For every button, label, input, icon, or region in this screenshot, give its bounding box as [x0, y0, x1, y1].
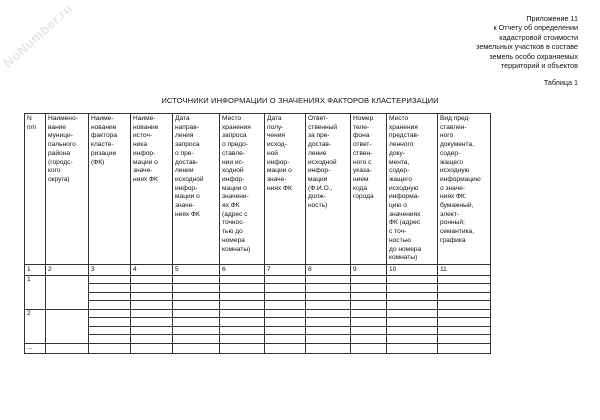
table-cell: [351, 335, 387, 344]
table-cell: [265, 284, 306, 293]
table-cell: [220, 335, 265, 344]
table-row: [25, 292, 491, 301]
table-cell: [89, 301, 131, 310]
table-cell: [438, 326, 491, 335]
watermark: NoNumber.ru: [0, 0, 76, 71]
appendix-line: к Отчету об определении: [493, 23, 578, 33]
table-cell: [131, 326, 173, 335]
appendix-line: земельных участков в составе: [476, 42, 578, 52]
column-number: 11: [438, 264, 491, 275]
table-cell: [387, 335, 438, 344]
table-cell: [173, 292, 220, 301]
table-cell: [265, 318, 306, 327]
table-cell: [220, 326, 265, 335]
table-cell: [131, 292, 173, 301]
table-cell: [306, 301, 351, 310]
column-number: 2: [46, 264, 89, 275]
table-cell: [351, 301, 387, 310]
header-row: [25, 114, 491, 265]
table-cell: [387, 292, 438, 301]
column-number: 3: [89, 264, 131, 275]
column-number: 5: [173, 264, 220, 275]
column-header: Дата направ- ления запроса о пре- достав- лении исходной инфор- мации о значе- ниях ФК: [173, 114, 220, 265]
table-cell: [387, 318, 438, 327]
appendix-line: территорий и объектов: [500, 61, 578, 71]
table-cell: [351, 326, 387, 335]
table-row: [25, 318, 491, 327]
table-cell: [220, 343, 265, 353]
table-cell: [351, 275, 387, 284]
table-cell: [387, 275, 438, 284]
table-cell: [306, 335, 351, 344]
table-cell: [220, 275, 265, 284]
table-row: [25, 326, 491, 335]
table-cell: [173, 326, 220, 335]
table-label: Таблица 1: [543, 78, 578, 87]
table-cell: [387, 301, 438, 310]
table-row: [25, 335, 491, 344]
table-cell: [89, 343, 131, 353]
sources-table: [24, 113, 491, 354]
row-number: 2: [25, 309, 46, 343]
table-cell: [131, 275, 173, 284]
table-row: [25, 275, 491, 284]
table-row: [25, 284, 491, 293]
table-cell: [131, 343, 173, 353]
appendix-line: земель особо охраняемых: [489, 51, 578, 61]
column-header: Наиме- нование источ- ника инфор- мации о значе- ниях ФК: [131, 114, 173, 265]
table-cell: [306, 318, 351, 327]
table-cell: [220, 318, 265, 327]
table-cell: [265, 275, 306, 284]
table-cell: [438, 275, 491, 284]
column-header: Номер теле- фона ответ- ствен- ного с указа- нием кода города: [351, 114, 387, 265]
table-cell: [173, 343, 220, 353]
table-cell: [438, 335, 491, 344]
table-cell: [438, 292, 491, 301]
table-cell: [306, 275, 351, 284]
table-cell: [220, 309, 265, 318]
table-cell: [89, 275, 131, 284]
table-cell: [306, 292, 351, 301]
table-cell: [438, 301, 491, 310]
column-number: 9: [351, 264, 387, 275]
table-cell: [131, 309, 173, 318]
table-cell: [351, 318, 387, 327]
table-cell: [131, 335, 173, 344]
appendix-line: Приложение 11: [526, 14, 578, 23]
table-cell: [265, 309, 306, 318]
column-header: Место хранения представ- ленного доку- мента, содер- жащего исходную информа- цию о значениях ФК (адрес с точ- ностью до номера комнаты): [387, 114, 438, 265]
appendix-note: [378, 14, 578, 70]
table-cell: [173, 275, 220, 284]
table-cell: [351, 309, 387, 318]
column-header: Дата полу- чения исход- ной инфор- мации о значе- ниях ФК: [265, 114, 306, 265]
column-number: 7: [265, 264, 306, 275]
column-number: 1: [25, 264, 46, 275]
table-cell: [306, 326, 351, 335]
district-cell: [46, 309, 89, 343]
district-cell: [46, 343, 89, 353]
table-cell: [351, 292, 387, 301]
table-cell: [173, 301, 220, 310]
table-cell: [306, 309, 351, 318]
table-cell: [89, 318, 131, 327]
district-cell: [46, 275, 89, 309]
column-header: Наимено- вание муници- пального района (городс- кого округа): [46, 114, 89, 265]
column-number: 8: [306, 264, 351, 275]
column-header: Место хранения запроса о предо- ставле- нии ис- ходной инфор- мации о значени- ях ФК (адрес с точнос- тью до номера комнаты): [220, 114, 265, 265]
table-cell: [89, 292, 131, 301]
table-cell: [438, 309, 491, 318]
column-number: 6: [220, 264, 265, 275]
row-number: 1: [25, 275, 46, 309]
table-cell: [265, 343, 306, 353]
table-cell: [173, 284, 220, 293]
table-cell: [387, 309, 438, 318]
table-cell: [438, 343, 491, 353]
table-cell: [220, 284, 265, 293]
table-row: [25, 343, 491, 353]
appendix-line: кадастровой стоимости: [499, 32, 578, 42]
table-cell: [173, 335, 220, 344]
table-cell: [131, 301, 173, 310]
table-cell: [173, 309, 220, 318]
column-number-row: [25, 264, 491, 275]
table-cell: [89, 309, 131, 318]
column-number: 10: [387, 264, 438, 275]
table-cell: [89, 284, 131, 293]
column-number: 4: [131, 264, 173, 275]
table-cell: [387, 326, 438, 335]
table-cell: [265, 301, 306, 310]
table-cell: [220, 292, 265, 301]
row-number: ...: [25, 343, 46, 353]
column-header: N п/п: [25, 114, 46, 265]
table-cell: [89, 326, 131, 335]
document-title: ИСТОЧНИКИ ИНФОРМАЦИИ О ЗНАЧЕНИЯХ ФАКТОРОВ КЛАСТЕРИЗАЦИИ: [161, 96, 439, 105]
table-cell: [265, 326, 306, 335]
table-cell: [351, 343, 387, 353]
table-cell: [265, 335, 306, 344]
table-cell: [306, 343, 351, 353]
table-cell: [220, 301, 265, 310]
column-header: Ответ- ственный за пре- достав- ление исходной инфор- мации (Ф.И.О., долж- ность): [306, 114, 351, 265]
table-cell: [438, 284, 491, 293]
table-cell: [306, 284, 351, 293]
column-header: Вид пред- ставлен- ного документа, содер- жащего исходную информацию о значе- ниях ФК: бумажный, элект- ронный; семантика, графика: [438, 114, 491, 265]
table-cell: [131, 318, 173, 327]
table-cell: [131, 284, 173, 293]
table-cell: [173, 318, 220, 327]
table-cell: [438, 318, 491, 327]
table-cell: [265, 292, 306, 301]
table-cell: [387, 343, 438, 353]
table-row: [25, 301, 491, 310]
column-header: Наиме- нование фактора класте- ризации (ФК): [89, 114, 131, 265]
table-row: [25, 309, 491, 318]
table-cell: [89, 335, 131, 344]
table-cell: [387, 284, 438, 293]
table-cell: [351, 284, 387, 293]
